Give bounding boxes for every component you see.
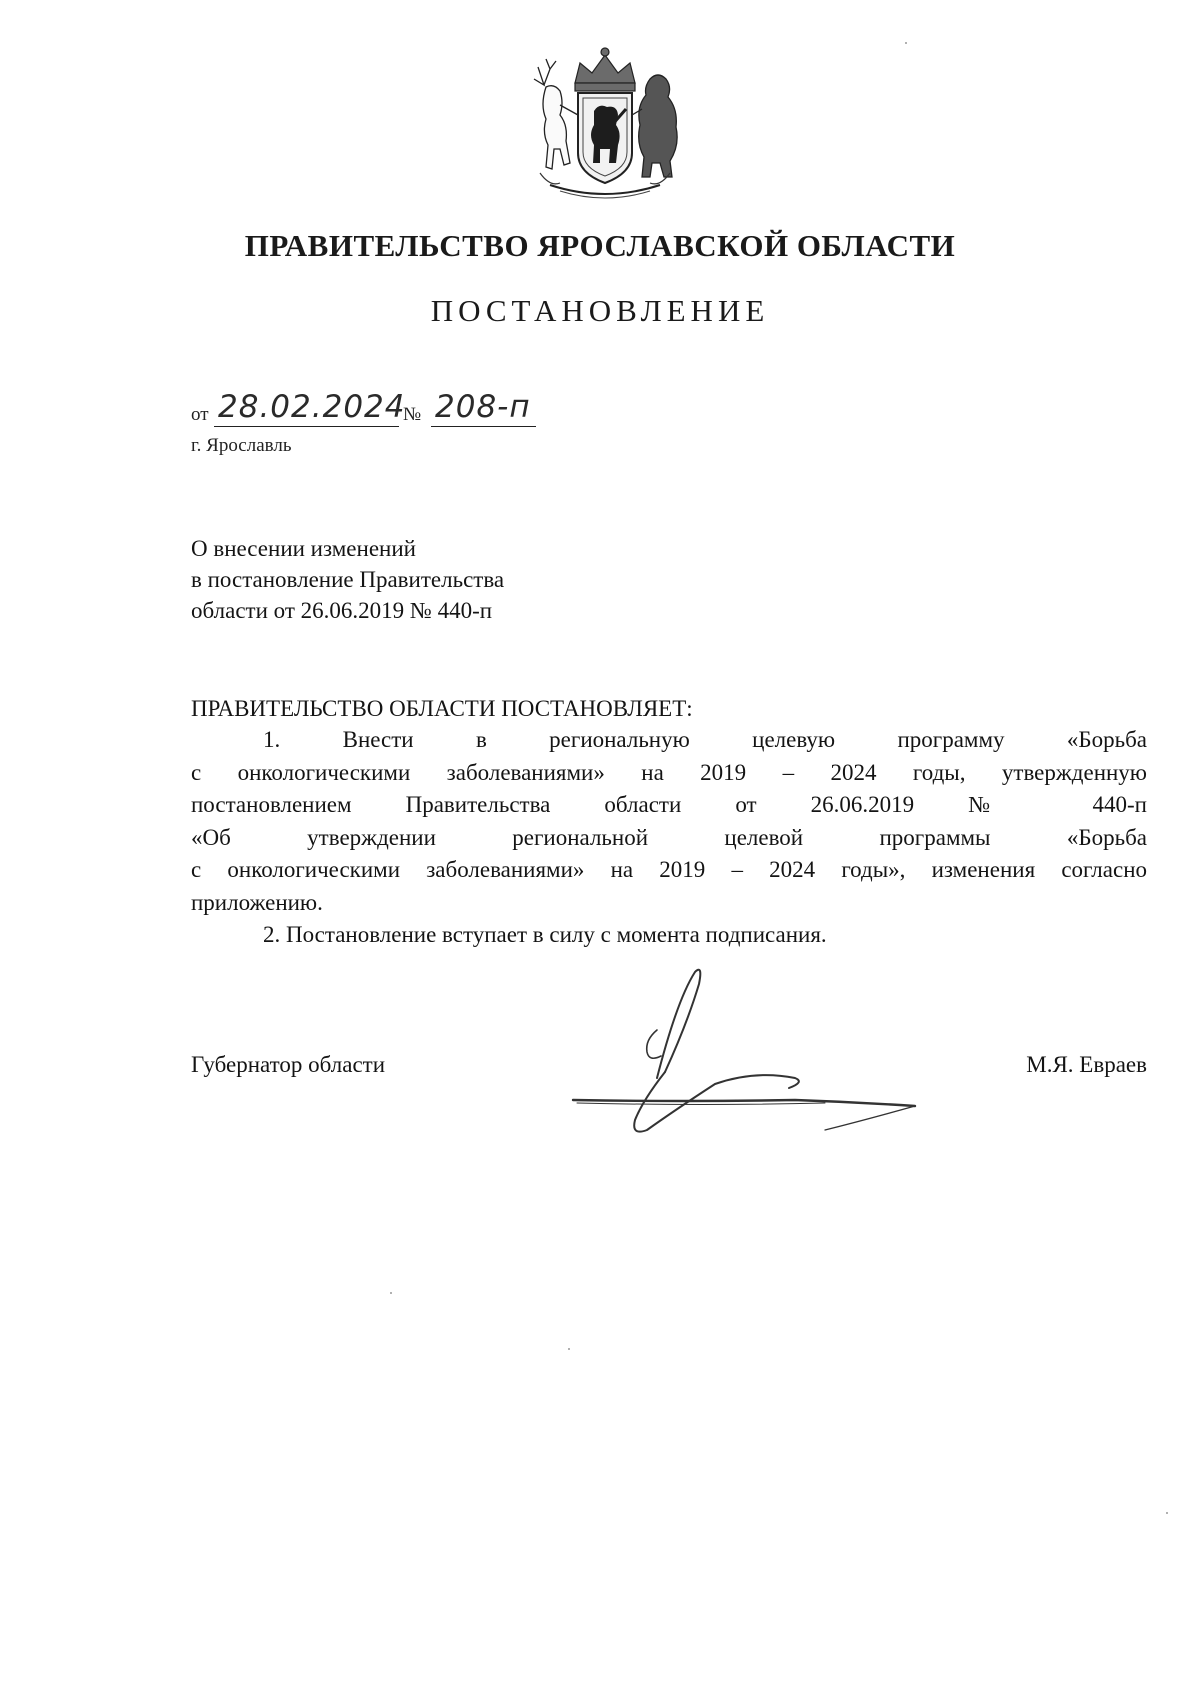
date-field [214,389,406,427]
body-line: постановлением Правительства области от 26.06.2019 № 440-п [191,792,1147,817]
body-line: приложению. [191,889,323,915]
coat-of-arms-icon [520,45,690,205]
date-prefix: от [191,404,209,425]
subject-line: области от 26.06.2019 № 440-п [191,598,493,623]
body-line: с онкологическими заболеваниями» на 2019 – 2024 годы, утвержденную [191,759,1147,785]
document-subject [191,533,504,626]
organization-title: ПРАВИТЕЛЬСТВО ЯРОСЛАВСКОЙ ОБЛАСТИ [244,228,956,263]
scan-speck [390,1292,392,1294]
body-line: 2. Постановление вступает в силу с момента подписания. [263,922,827,947]
number-prefix: № [403,404,422,425]
decree-heading: ПРАВИТЕЛЬСТВО ОБЛАСТИ ПОСТАНОВЛЯЕТ: [191,696,693,721]
number-field [431,389,536,427]
subject-line: в постановление Правительства [191,567,505,592]
decree-body [191,724,1147,952]
body-line: «Об утверждении региональной целевой программы «Борьба [191,824,1147,850]
body-line: 1. Внести в региональную целевую программу «Борьба [263,727,1147,752]
registration-number: 208-п [435,389,531,425]
document-type: ПОСТАНОВЛЕНИЕ [430,293,770,328]
body-line: с онкологическими заболеваниями» на 2019 – 2024 годы», изменения согласно [191,857,1147,882]
scan-speck [1166,1512,1168,1514]
scan-speck [905,42,907,44]
subject-line: О внесении изменений [191,536,416,561]
registration-date: 28.02.2024 [218,389,406,425]
signatory-position: Губернатор области [191,1052,386,1077]
registration-line [191,389,591,432]
signatory-name: М.Я. Евраев [1026,1052,1147,1077]
city: г. Ярославль [191,435,292,456]
scan-speck [568,1348,570,1350]
handwritten-signature-icon [565,960,935,1140]
